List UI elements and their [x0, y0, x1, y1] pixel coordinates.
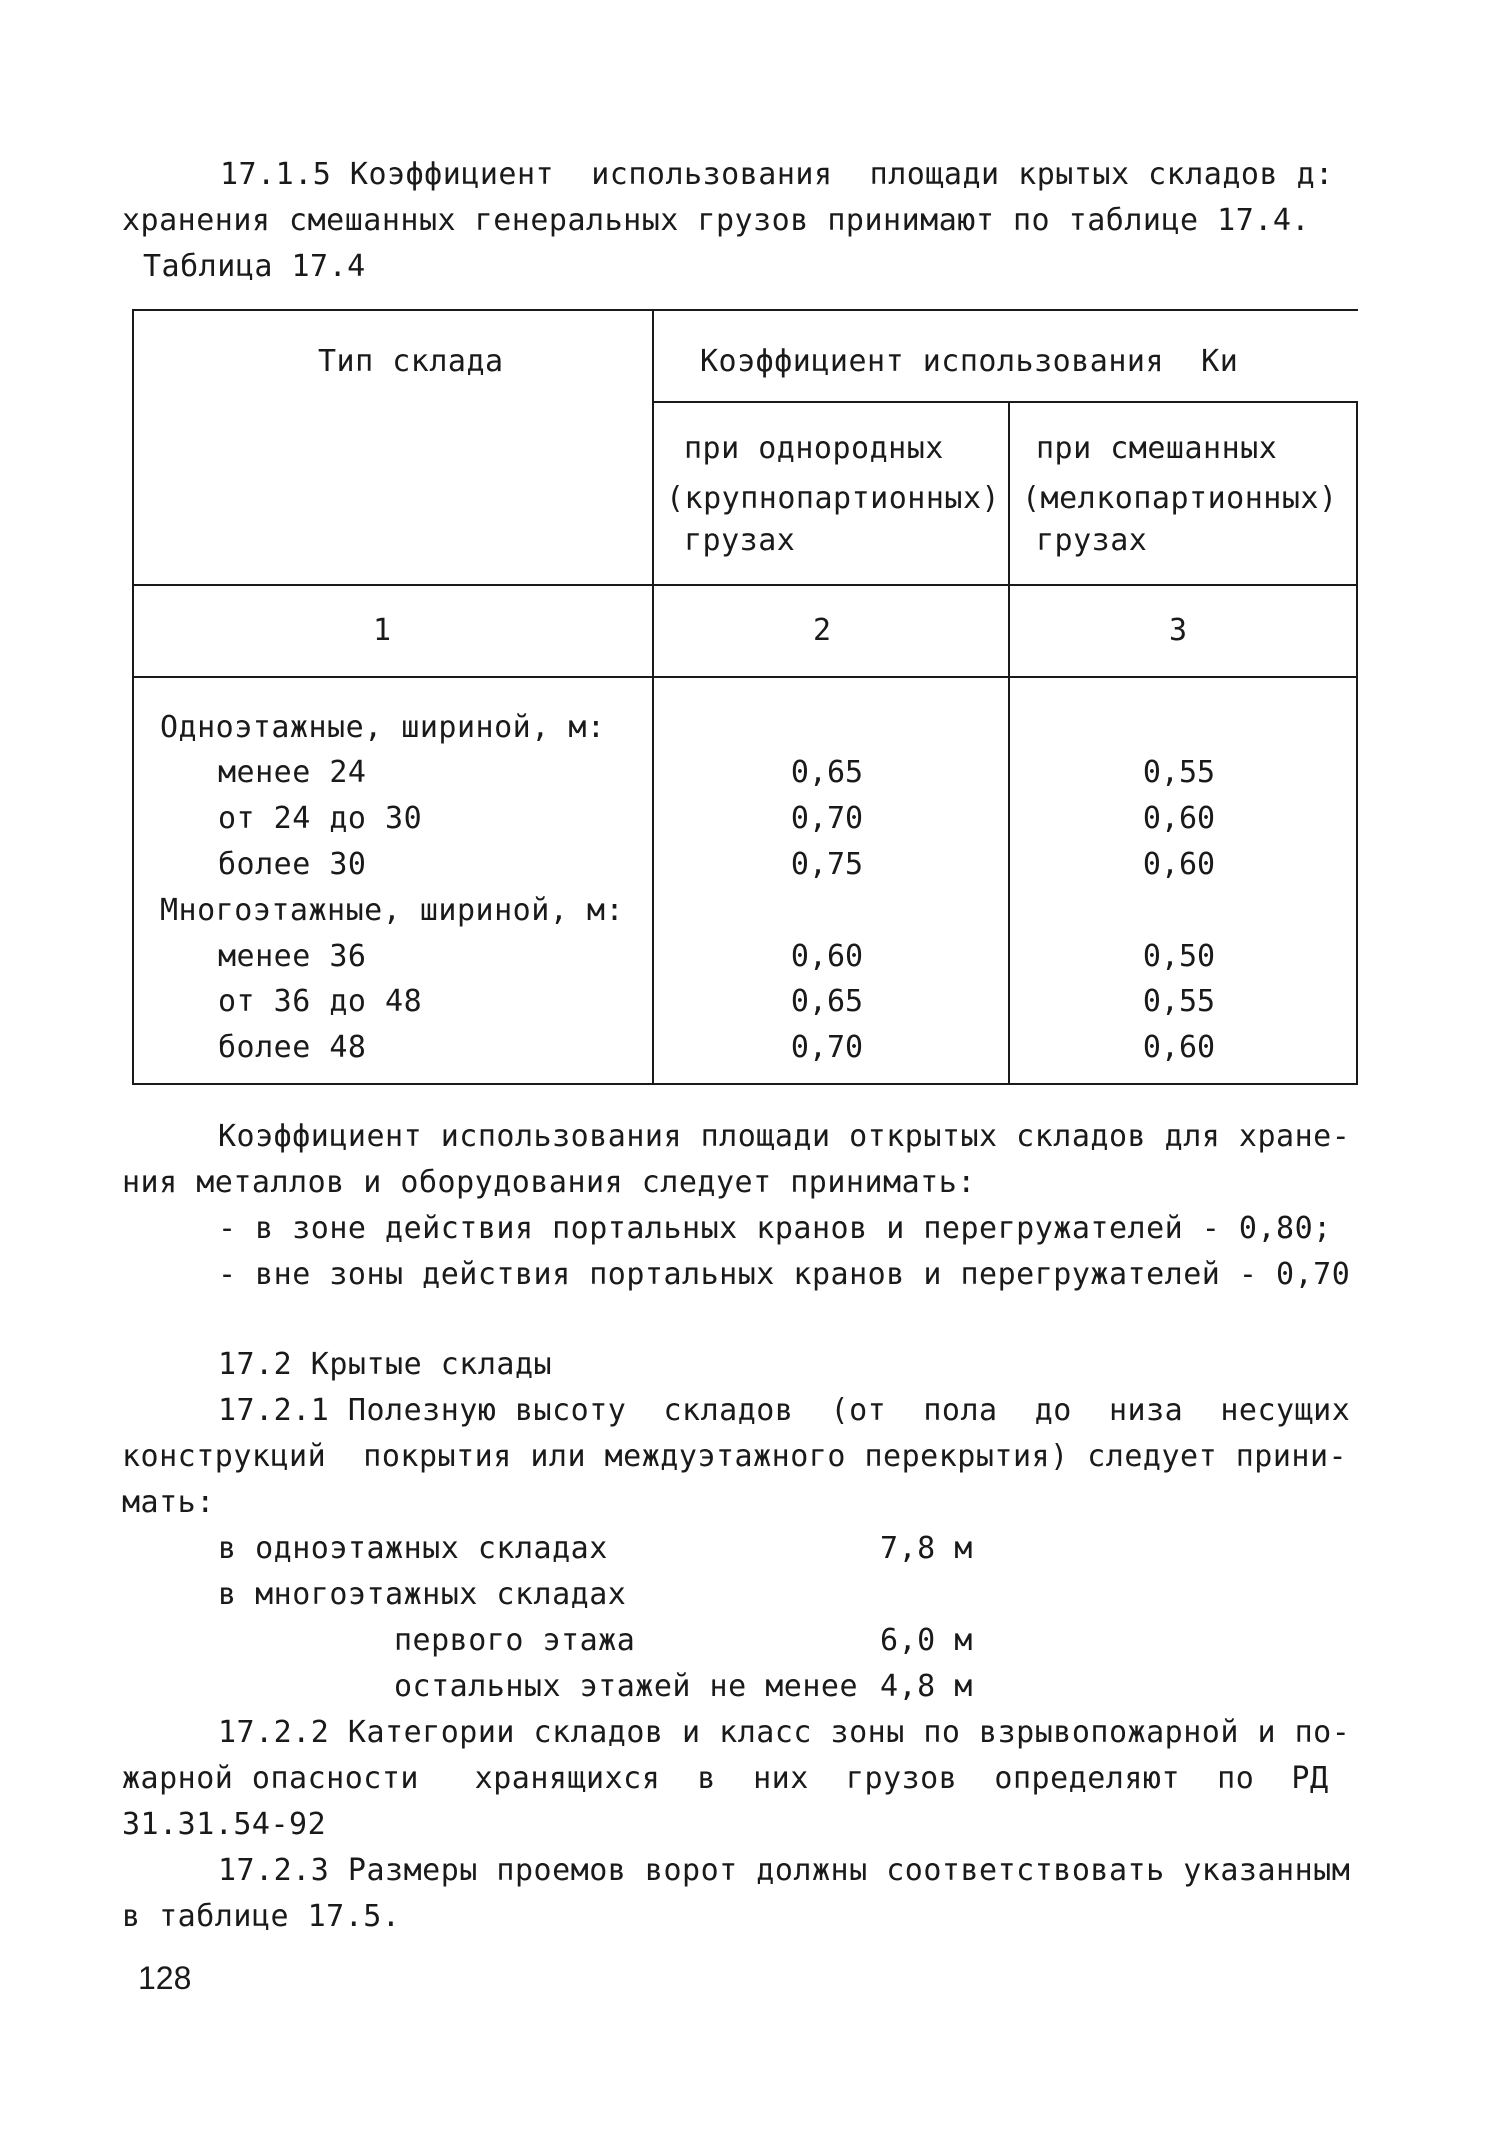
- col2-header-line-3: грузах: [684, 523, 796, 558]
- row-value-col2: 0,75: [790, 847, 864, 882]
- numbers-row-border: [132, 676, 1358, 678]
- row-value-col3: 0,60: [1142, 801, 1216, 836]
- height-single-floor-label: в одноэтажных складах: [218, 1531, 608, 1566]
- col3-header-line-1: при смешанных: [1036, 431, 1278, 466]
- row-label: более 30: [218, 847, 367, 882]
- height-multi-floor-label: в многоэтажных складах: [218, 1577, 627, 1612]
- col3-header-line-3: грузах: [1036, 523, 1148, 558]
- row-label: более 48: [218, 1030, 367, 1065]
- row-value-col3: 0,60: [1142, 1030, 1216, 1065]
- row-label: от 24 до 30: [218, 801, 423, 836]
- col-number-2: 2: [812, 613, 832, 648]
- height-other-floors-value: 4,8 м: [880, 1669, 973, 1704]
- col2-header-line-2: (крупнопартионных): [666, 481, 1001, 516]
- row-value-col2: 0,65: [790, 984, 864, 1019]
- row-value-col2: 0,60: [790, 939, 864, 974]
- table-right-border: [1356, 401, 1358, 1085]
- height-single-floor-value: 7,8 м: [880, 1531, 973, 1566]
- coef-header: Коэффициент использования Ки: [700, 344, 1239, 379]
- row-label: менее 36: [218, 939, 367, 974]
- row-label: менее 24: [218, 755, 367, 790]
- open-storage-item-1: - в зоне действия портальных кранов и перегружателей - 0,80;: [218, 1211, 1332, 1246]
- table-left-border: [132, 309, 134, 1085]
- row-value-col2: 0,70: [790, 801, 864, 836]
- row-label: от 36 до 48: [218, 984, 423, 1019]
- table-bottom-border: [132, 1083, 1358, 1085]
- page-number: 128: [138, 1960, 192, 1996]
- row-label: Многоэтажные, шириной, м:: [160, 893, 625, 928]
- p1-line-1: 17.2.1 Полезную высоту складов (от пола до низа несущих: [218, 1393, 1351, 1428]
- table-caption: Таблица 17.4: [143, 249, 366, 284]
- open-storage-line-1: Коэффициент использования площади открытых складов для хране-: [218, 1119, 1351, 1154]
- intro-line-1: 17.1.5 Коэффициент использования площади крытых складов д:: [220, 157, 1334, 192]
- col3-header-line-2: (мелкопартионных): [1022, 481, 1338, 516]
- col-number-1: 1: [372, 613, 392, 648]
- open-storage-item-2: - вне зоны действия портальных кранов и перегружателей - 0,70: [218, 1257, 1351, 1292]
- col2-divider: [1008, 401, 1010, 1085]
- p2-line-1: 17.2.2 Категории складов и класс зоны по взрывопожарной и по-: [218, 1715, 1351, 1750]
- height-first-floor-label: первого этажа: [394, 1623, 636, 1658]
- p2-line-3: 31.31.54-92: [122, 1807, 327, 1842]
- col-number-3: 3: [1168, 613, 1188, 648]
- row-value-col3: 0,55: [1142, 755, 1216, 790]
- row-value-col3: 0,60: [1142, 847, 1216, 882]
- col1-divider: [652, 309, 654, 1085]
- open-storage-line-2: ния металлов и оборудования следует принимать:: [122, 1165, 976, 1200]
- header-bottom-border: [132, 584, 1358, 586]
- p2-line-2: жарной опасности хранящихся в них грузов определяют по РД: [122, 1761, 1329, 1796]
- intro-line-2: хранения смешанных генеральных грузов принимают по таблице 17.4.: [122, 203, 1310, 238]
- row-value-col3: 0,50: [1142, 939, 1216, 974]
- height-other-floors-label: остальных этажей не менее: [394, 1669, 859, 1704]
- col2-header-line-1: при однородных: [684, 431, 944, 466]
- row-value-col2: 0,70: [790, 1030, 864, 1065]
- section-title: 17.2 Крытые склады: [218, 1347, 553, 1382]
- p3-line-1: 17.2.3 Размеры проемов ворот должны соответствовать указанным: [218, 1853, 1351, 1888]
- table-top-border: [132, 309, 1358, 311]
- p3-line-2: в таблице 17.5.: [122, 1899, 401, 1934]
- col1-header: Тип склада: [318, 344, 504, 379]
- p1-line-3: мать:: [122, 1485, 215, 1520]
- coef-header-divider: [654, 401, 1358, 403]
- row-label: Одноэтажные, шириной, м:: [160, 710, 606, 745]
- p1-line-2: конструкций покрытия или междуэтажного перекрытия) следует прини-: [122, 1439, 1348, 1474]
- height-first-floor-value: 6,0 м: [880, 1623, 973, 1658]
- row-value-col3: 0,55: [1142, 984, 1216, 1019]
- row-value-col2: 0,65: [790, 755, 864, 790]
